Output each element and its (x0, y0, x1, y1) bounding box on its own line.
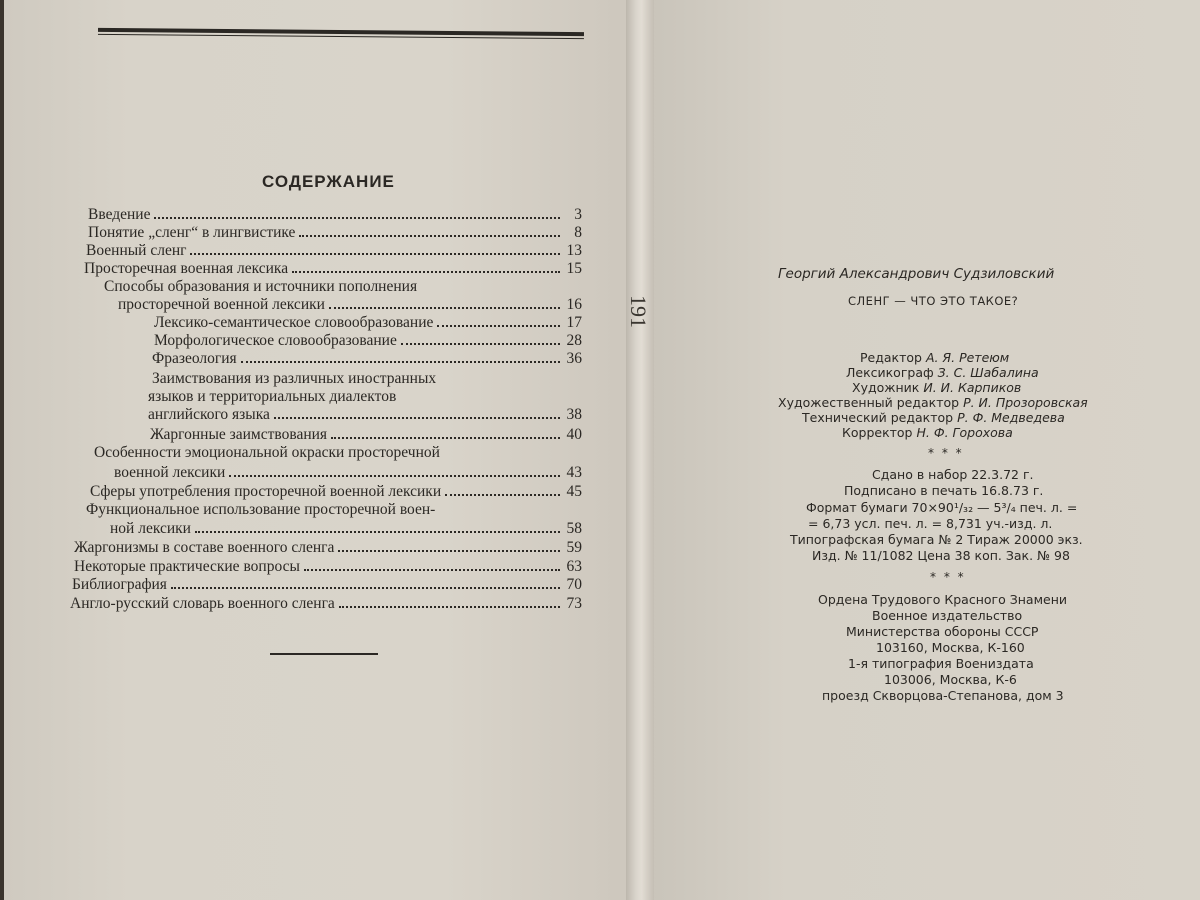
toc-entry-title-line: языков и территориальных диалектов (148, 388, 397, 405)
toc-entry-page: 16 (566, 296, 582, 313)
credit-name: З. С. Шабалина (937, 365, 1039, 380)
toc-entry (88, 224, 582, 242)
toc-entry-page: 17 (566, 314, 582, 331)
credit-line (802, 410, 1065, 425)
credit-line (846, 365, 1039, 380)
toc-entry-page: 8 (574, 224, 582, 241)
print-info-line: Сдано в набор 22.3.72 г. (872, 467, 1034, 482)
toc-entry-page: 63 (566, 558, 582, 575)
print-info-line: Типографская бумага № 2 Тираж 20000 экз. (790, 532, 1083, 547)
credit-name: А. Я. Ретеюм (925, 350, 1010, 365)
toc-leader (154, 207, 560, 219)
toc-entry-page: 36 (566, 350, 582, 367)
toc-entry (84, 260, 582, 278)
publisher-line: Министерства обороны СССР (846, 624, 1039, 639)
toc-entry-title: Просторечная военная лексика (84, 260, 289, 277)
toc-entry-title: Лексико-семантическое словообразование (154, 314, 434, 331)
toc-entry (74, 539, 582, 557)
toc-entry-page: 3 (574, 206, 582, 223)
publisher-line: Военное издательство (872, 608, 1023, 623)
toc-leader (304, 559, 560, 571)
toc-entry-title: Понятие „сленг“ в лингвистике (88, 224, 296, 241)
toc-leader (229, 465, 560, 477)
credit-role: Художник (852, 380, 920, 395)
toc-entry-title-line: Особенности эмоциональной окраски просторечной (94, 444, 440, 461)
toc-entry (74, 558, 582, 576)
toc-entry (154, 314, 582, 332)
toc-entry-page: 58 (566, 520, 582, 537)
toc-entry-title-line: Функциональное использование просторечной воен- (86, 501, 436, 518)
toc-entry-page: 40 (566, 426, 582, 443)
print-info-line: Изд. № 11/1082 Цена 38 коп. Зак. № 98 (812, 548, 1070, 563)
publisher-line: 103006, Москва, К-6 (884, 672, 1017, 687)
toc-leader (274, 407, 560, 419)
credit-name: И. И. Карпиков (923, 380, 1022, 395)
credit-name: Р. Ф. Медведева (957, 410, 1065, 425)
toc-entry-title: Некоторые практические вопросы (74, 558, 300, 575)
toc-leader (401, 333, 560, 345)
toc-entry-title-line: Способы образования и источники пополнения (104, 278, 418, 295)
toc-entry-title: Введение (88, 206, 151, 223)
credit-line (852, 380, 1021, 395)
toc-entry (110, 520, 582, 538)
toc-leader (195, 521, 560, 533)
credit-role: Корректор (842, 425, 913, 440)
toc-entry (150, 426, 582, 444)
credit-role: Художественный редактор (778, 395, 960, 410)
toc-entry-page: 15 (566, 260, 582, 277)
toc-entry-title: английского языка (148, 406, 270, 423)
toc-entry (114, 464, 582, 482)
toc-entry-title: Жаргонные заимствования (150, 426, 328, 443)
toc-entry-title: Фразеология (152, 350, 237, 367)
toc-entry-page: 73 (566, 595, 582, 612)
author-name: Георгий Александрович Судзиловский (778, 266, 1055, 282)
credit-name: Н. Ф. Горохова (916, 425, 1013, 440)
toc-entry-page: 59 (566, 539, 582, 556)
toc-entry-title: ной лексики (110, 520, 191, 537)
credit-line (778, 395, 1088, 410)
toc-entry-title: Сферы употребления просторечной военной лексики (90, 483, 442, 500)
toc-entry (148, 406, 582, 424)
credit-line (842, 425, 1013, 440)
toc-leader (437, 315, 560, 327)
credit-name: Р. И. Прозоровская (963, 395, 1088, 410)
toc-leader (331, 427, 560, 439)
toc-entry-title: Морфологическое словообразование (154, 332, 397, 349)
publisher-line: 1-я типография Воениздата (848, 656, 1034, 671)
toc-leader (329, 297, 560, 309)
toc-entry (86, 242, 582, 260)
toc-leader (299, 225, 560, 237)
toc-entry-page: 45 (566, 483, 582, 500)
credit-line (860, 350, 1009, 365)
right-page (648, 0, 1200, 900)
toc-entry (70, 595, 582, 613)
toc-leader (190, 243, 560, 255)
toc-entry-page: 38 (566, 406, 582, 423)
toc-entry-title: Англо-русский словарь военного сленга (70, 595, 335, 612)
publisher-line: проезд Скворцова-Степанова, дом 3 (822, 688, 1064, 703)
print-info-line: Подписано в печать 16.8.73 г. (844, 483, 1044, 498)
book-title: СЛЕНГ — ЧТО ЭТО ТАКОЕ? (848, 294, 1019, 308)
gutter-page-number: 191 (626, 295, 651, 328)
toc-entry (118, 296, 582, 314)
toc-leader (241, 351, 560, 363)
toc-entry-title: Жаргонизмы в составе военного сленга (74, 539, 335, 556)
toc-entry (90, 483, 582, 501)
toc-entry (88, 206, 582, 224)
toc-entry (72, 576, 582, 594)
toc-entry-title: просторечной военной лексики (118, 296, 325, 313)
toc-leader (338, 540, 560, 552)
toc-heading: СОДЕРЖАНИЕ (262, 172, 395, 191)
toc-entry (154, 332, 582, 350)
toc-entry-title: Библиография (72, 576, 167, 593)
publisher-line: 103160, Москва, К-160 (876, 640, 1025, 655)
toc-entry-page: 70 (566, 576, 582, 593)
toc-leader (445, 484, 560, 496)
separator-stars: * * * (930, 570, 966, 584)
bottom-rule (270, 653, 378, 655)
toc-entry-page: 43 (566, 464, 582, 481)
toc-entry-page: 28 (566, 332, 582, 349)
toc-leader (339, 596, 560, 608)
toc-entry-title-line: Заимствования из различных иностранных (152, 370, 437, 387)
toc-leader (292, 261, 560, 273)
print-info-line: Формат бумаги 70×90¹/₃₂ — 5³/₄ печ. л. = (806, 500, 1078, 515)
publisher-line: Ордена Трудового Красного Знамени (818, 592, 1067, 607)
book-spine-gutter (626, 0, 654, 900)
credit-role: Технический редактор (802, 410, 954, 425)
toc-entry-page: 13 (566, 242, 582, 259)
print-info-line: = 6,73 усл. печ. л. = 8,731 уч.-изд. л. (808, 516, 1053, 531)
separator-stars: * * * (928, 446, 964, 460)
toc-entry-title: Военный сленг (86, 242, 187, 259)
toc-entry-title: военной лексики (114, 464, 226, 481)
toc-leader (171, 577, 560, 589)
credit-role: Лексикограф (846, 365, 934, 380)
credit-role: Редактор (860, 350, 922, 365)
toc-entry (152, 350, 582, 368)
